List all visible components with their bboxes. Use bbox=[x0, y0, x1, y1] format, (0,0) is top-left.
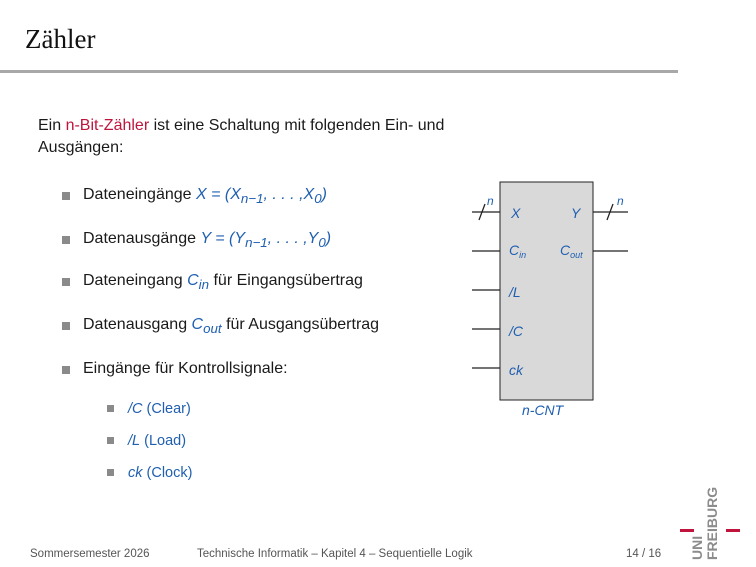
bullet-icon bbox=[107, 469, 114, 476]
bus-width-in: n bbox=[487, 194, 494, 208]
svg-text:FREIBURG: FREIBURG bbox=[704, 486, 720, 560]
list-item: Dateneingänge $X = (X_{n-1}$, . . . $,X_0$) bbox=[62, 184, 379, 206]
list-item: Datenausgang $C_{out}$ für Ausgangsübertrag bbox=[62, 314, 379, 336]
intro-highlight: n-Bit-Zähler bbox=[65, 117, 150, 134]
bullet-icon bbox=[107, 405, 114, 412]
list-item: Eingänge für Kontrollsignale: bbox=[62, 358, 379, 380]
bullet-icon bbox=[62, 366, 70, 374]
bullet-icon bbox=[62, 322, 70, 330]
footer-course: Technische Informatik – Kapitel 4 – Sequentielle Logik bbox=[197, 548, 473, 560]
port-c-label: /C bbox=[509, 323, 523, 339]
bullet-icon bbox=[62, 236, 70, 244]
port-ck-label: ck bbox=[509, 362, 523, 378]
port-cin-label: $C_{in}$ bbox=[509, 242, 527, 260]
port-x-label: X bbox=[511, 205, 521, 221]
list-item: /C (Clear) bbox=[107, 398, 192, 420]
bullet-icon bbox=[62, 278, 70, 286]
bus-width-out: n bbox=[617, 194, 624, 208]
svg-text:UNI: UNI bbox=[689, 535, 705, 560]
feature-list bbox=[62, 184, 379, 380]
list-item: Datenausgänge $Y = (Y_{n-1}$, . . . $,Y_0$) bbox=[62, 228, 379, 250]
list-item: /L (Load) bbox=[107, 430, 192, 452]
port-cout-label: $C_{out}$ bbox=[560, 242, 583, 260]
footer-semester: Sommersemester 2026 bbox=[30, 548, 150, 560]
university-logo bbox=[680, 480, 740, 560]
control-signal-list bbox=[107, 398, 192, 484]
footer-page-number: 14 / 16 bbox=[626, 548, 662, 560]
bullet-icon bbox=[107, 437, 114, 444]
list-item: Dateneingang $C_{in}$ für Eingangsübertrag bbox=[62, 270, 379, 292]
block-label: n-CNT bbox=[522, 402, 564, 418]
port-l-label: /L bbox=[509, 284, 521, 300]
slide-title: Zähler bbox=[25, 24, 96, 54]
title-divider bbox=[0, 70, 678, 73]
counter-block-diagram bbox=[460, 178, 640, 428]
port-y-label: Y bbox=[571, 205, 581, 221]
intro-paragraph: Ein n-Bit-Zähler ist eine Schaltung mit folgenden Ein- und Ausgängen: bbox=[38, 117, 445, 156]
bullet-icon bbox=[62, 192, 70, 200]
list-item: ck (Clock) bbox=[107, 462, 192, 484]
